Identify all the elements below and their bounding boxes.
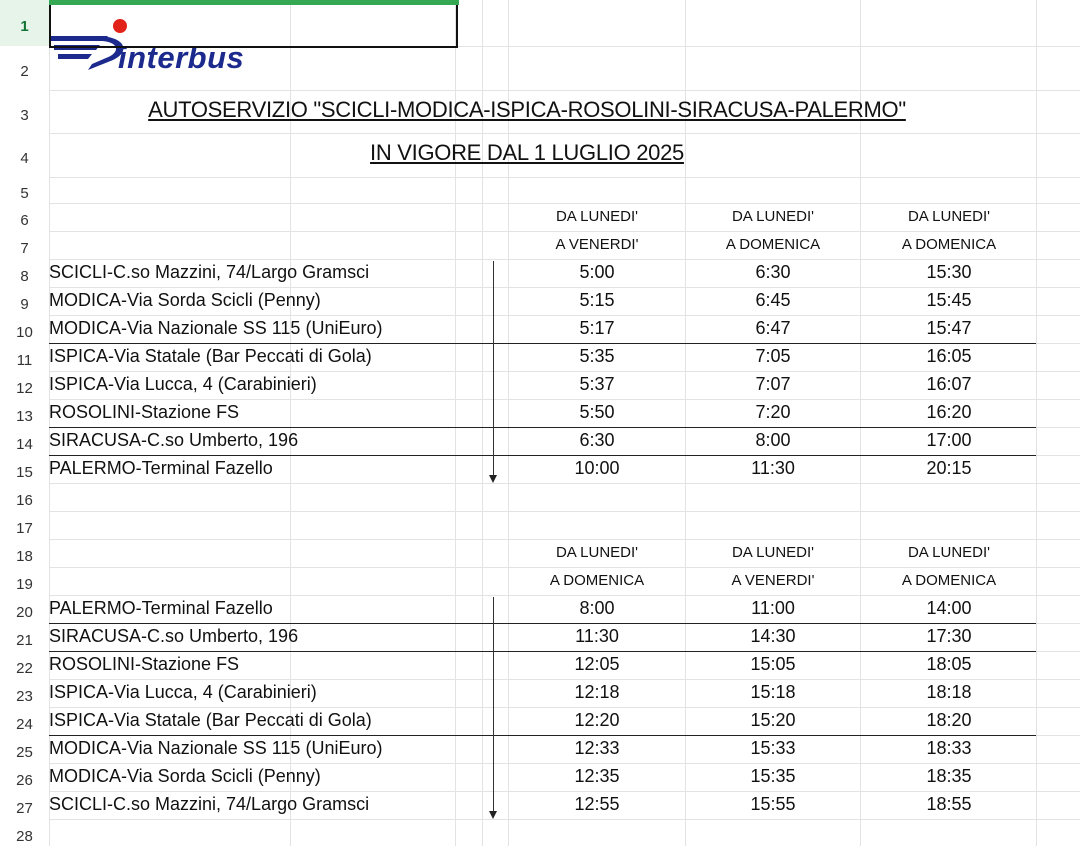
row-gridline (0, 539, 1080, 540)
departure-time: 6:45 (755, 290, 791, 310)
departure-time: 12:55 (574, 794, 620, 814)
departure-time: 18:33 (926, 738, 972, 758)
stop-name: MODICA-Via Nazionale SS 115 (UniEuro) (49, 738, 383, 758)
departure-time: 11:00 (751, 598, 795, 618)
row-number[interactable]: 12 (16, 380, 33, 397)
departure-time: 15:20 (750, 710, 796, 730)
row-gridline (0, 177, 1080, 178)
stop-name: SIRACUSA-C.so Umberto, 196 (49, 430, 299, 450)
row-gridline (0, 511, 1080, 512)
departure-time: 16:07 (926, 374, 972, 394)
departure-time: 18:18 (926, 682, 972, 702)
departure-time: 17:00 (926, 430, 972, 450)
departure-time: 15:30 (926, 262, 972, 282)
row-number[interactable]: 11 (16, 352, 33, 369)
departure-time: 18:55 (926, 794, 972, 814)
stop-name: ISPICA-Via Statale (Bar Peccati di Gola) (49, 710, 372, 730)
column-header: DA LUNEDI' (731, 208, 815, 225)
stop-name: MODICA-Via Nazionale SS 115 (UniEuro) (49, 318, 383, 338)
row-gridline (0, 791, 1080, 792)
departure-time: 6:30 (755, 262, 791, 282)
row-separator-line (49, 651, 1036, 652)
row-number[interactable]: 14 (16, 436, 33, 453)
departure-time: 8:00 (755, 430, 791, 450)
departure-time: 11:30 (751, 458, 795, 478)
column-gridline (685, 0, 686, 846)
departure-time: 7:05 (755, 346, 791, 366)
stop-name: SIRACUSA-C.so Umberto, 196 (49, 626, 299, 646)
row-number[interactable]: 19 (16, 576, 33, 593)
row-number[interactable]: 4 (20, 150, 29, 167)
column-header: A DOMENICA (901, 236, 997, 253)
row-number[interactable]: 13 (16, 408, 33, 425)
selected-cell-a1[interactable] (49, 5, 458, 48)
timetable-title: AUTOSERVIZIO "SCICLI-MODICA-ISPICA-ROSOLINI-SIRACUSA-PALERMO" (148, 97, 906, 122)
row-gridline (0, 819, 1080, 820)
departure-time: 12:05 (574, 654, 620, 674)
row-gridline (0, 259, 1080, 260)
departure-time: 17:30 (926, 626, 972, 646)
row-number[interactable]: 17 (16, 520, 33, 537)
row-number[interactable]: 8 (20, 268, 29, 285)
row-number[interactable]: 6 (20, 212, 29, 229)
direction-line (493, 261, 494, 477)
row-gridline (0, 203, 1080, 204)
departure-time: 5:35 (579, 346, 615, 366)
departure-time: 14:00 (926, 598, 972, 618)
departure-time: 15:55 (750, 794, 796, 814)
row-gridline (0, 371, 1080, 372)
departure-time: 15:35 (750, 766, 796, 786)
stop-name: SCICLI-C.so Mazzini, 74/Largo Gramsci (49, 262, 370, 282)
departure-time: 15:47 (926, 318, 972, 338)
departure-time: 5:00 (579, 262, 615, 282)
row-number[interactable]: 3 (20, 107, 29, 124)
row-gridline (0, 90, 1080, 91)
row-number[interactable]: 16 (16, 492, 33, 509)
row-number[interactable]: 26 (16, 772, 33, 789)
stop-name: MODICA-Via Sorda Scicli (Penny) (49, 290, 321, 310)
departure-time: 12:35 (574, 766, 620, 786)
column-header: DA LUNEDI' (555, 544, 639, 561)
departure-time: 18:35 (926, 766, 972, 786)
row-separator-line (49, 427, 1036, 428)
row-separator-line (49, 735, 1036, 736)
stop-name: ISPICA-Via Lucca, 4 (Carabinieri) (49, 374, 317, 394)
row-number[interactable]: 27 (16, 800, 33, 817)
row-number[interactable]: 15 (16, 464, 33, 481)
stop-name: ISPICA-Via Statale (Bar Peccati di Gola) (49, 346, 372, 366)
row-gridline (0, 287, 1080, 288)
departure-time: 20:15 (926, 458, 972, 478)
stop-name: PALERMO-Terminal Fazello (49, 458, 273, 478)
stop-name: SCICLI-C.so Mazzini, 74/Largo Gramsci (49, 794, 370, 814)
column-header: DA LUNEDI' (907, 544, 991, 561)
direction-line (493, 597, 494, 813)
column-header: A DOMENICA (901, 572, 997, 589)
row-number[interactable]: 5 (20, 185, 29, 202)
departure-time: 12:18 (574, 682, 620, 702)
row-gridline (0, 231, 1080, 232)
row-gridline (0, 133, 1080, 134)
row-gridline (0, 595, 1080, 596)
departure-time: 6:30 (579, 430, 615, 450)
departure-time: 12:20 (574, 710, 620, 730)
row-separator-line (49, 455, 1036, 456)
departure-time: 16:20 (926, 402, 972, 422)
row-separator-line (49, 623, 1036, 624)
column-gridline (482, 0, 483, 846)
stop-name: ROSOLINI-Stazione FS (49, 402, 240, 422)
departure-time: 11:30 (575, 626, 619, 646)
stop-name: MODICA-Via Sorda Scicli (Penny) (49, 766, 321, 786)
column-gridline (860, 0, 861, 846)
departure-time: 16:05 (926, 346, 972, 366)
departure-time: 5:50 (579, 402, 615, 422)
departure-time: 15:18 (750, 682, 796, 702)
row-gridline (0, 315, 1080, 316)
stop-name: PALERMO-Terminal Fazello (49, 598, 273, 618)
row-gridline (0, 707, 1080, 708)
timetable-validity: IN VIGORE DAL 1 LUGLIO 2025 (370, 140, 684, 165)
column-gridline (508, 0, 509, 846)
direction-arrow-icon (489, 811, 497, 819)
row-number[interactable]: 25 (16, 744, 33, 761)
departure-time: 7:20 (755, 402, 791, 422)
departure-time: 7:07 (755, 374, 791, 394)
direction-arrow-icon (489, 475, 497, 483)
column-header: DA LUNEDI' (907, 208, 991, 225)
departure-time: 5:15 (579, 290, 615, 310)
column-gridline (455, 0, 456, 846)
column-header: DA LUNEDI' (731, 544, 815, 561)
departure-time: 15:33 (750, 738, 796, 758)
row-number[interactable]: 2 (20, 63, 29, 80)
row-number[interactable]: 22 (16, 660, 33, 677)
row-number[interactable]: 9 (20, 296, 29, 313)
stop-name: ROSOLINI-Stazione FS (49, 654, 240, 674)
column-header: DA LUNEDI' (555, 208, 639, 225)
departure-time: 10:00 (574, 458, 620, 478)
row-number[interactable]: 10 (16, 324, 33, 341)
departure-time: 18:20 (926, 710, 972, 730)
column-header: A DOMENICA (549, 572, 645, 589)
departure-time: 15:05 (750, 654, 796, 674)
departure-time: 6:47 (755, 318, 791, 338)
departure-time: 8:00 (579, 598, 615, 618)
departure-time: 5:17 (579, 318, 615, 338)
logo-wordmark: interbus (118, 40, 245, 75)
departure-time: 15:45 (926, 290, 972, 310)
row-number[interactable]: 20 (16, 604, 33, 621)
row-separator-line (49, 343, 1036, 344)
departure-time: 12:33 (574, 738, 620, 758)
departure-time: 5:37 (579, 374, 615, 394)
row-number[interactable]: 28 (16, 828, 33, 845)
column-header: A VENERDI' (555, 236, 639, 253)
row-gridline (0, 399, 1080, 400)
column-gridline (1036, 0, 1037, 846)
column-header: A VENERDI' (731, 572, 815, 589)
column-header: A DOMENICA (725, 236, 821, 253)
departure-time: 14:30 (750, 626, 796, 646)
row-number[interactable]: 7 (20, 240, 29, 257)
row-gridline (0, 679, 1080, 680)
row-gridline (0, 763, 1080, 764)
row-number[interactable]: 18 (16, 548, 33, 565)
row-gridline (0, 483, 1080, 484)
row-number[interactable]: 24 (16, 716, 33, 733)
row-number[interactable]: 21 (16, 632, 33, 649)
row-number[interactable]: 23 (16, 688, 33, 705)
departure-time: 18:05 (926, 654, 972, 674)
stop-name: ISPICA-Via Lucca, 4 (Carabinieri) (49, 682, 317, 702)
row-gridline (0, 567, 1080, 568)
row-number[interactable]: 1 (0, 0, 49, 46)
